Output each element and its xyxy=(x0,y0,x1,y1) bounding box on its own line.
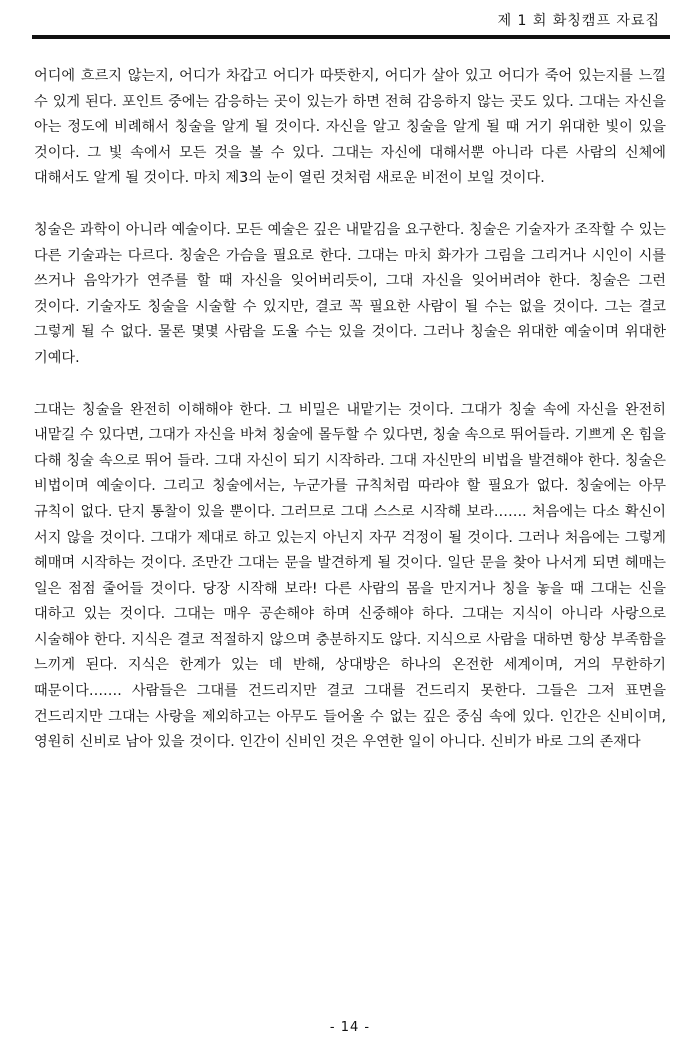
body-text xyxy=(34,64,666,782)
paragraph-3: 그대는 칭술을 완전히 이해해야 한다. 그 비밀은 내맡기는 것이다. 그대가 칭술 속에 자신을 완전히 내맡길 수 있다면, 그대가 자신을 바쳐 칭술에 몰두할 수 있다면, 칭술 속으로 뛰어들라. 기쁘게 온 힘을 다해 칭술 속으로 뛰어 들라. 그대 자신이 되기 시작하라. 그대 자신만의 비법을 발견해야 한다. 칭술은 비법이며 예술이다. 그리고 칭술에서는, 누군가를 규칙처럼 따라야 할 필요가 없다. 칭술에는 아무 규칙이 없다. 단지 통찰이 있을 뿐이다. 그러므로 그대 스스로 시작해 보라……. 처음에는 다소 확신이 서지 않을 것이다. 그대가 제대로 하고 있는지 아닌지 자꾸 걱정이 될 것이다. 그러나 처음에는 그렇게 헤매며 시작하는 것이다. 조만간 그대는 문을 발견하게 될 것이다. 일단 문을 찾아 나서게 되면 헤매는 일은 점점 줄어들 것이다. 당장 시작해 보라! 다른 사람의 몸을 만지거나 칭을 놓을 때 그대는 신을 대하고 있는 것이다. 그대는 매우 공손해야 하며 신중해야 하다. 그대는 지식이 아니라 사랑으로 시술해야 한다. 지식은 결코 적절하지 않으며 충분하지도 않다. 지식으로 사람을 대하면 항상 부족함을 느끼게 된다. 지식은 한계가 있는 데 반해, 상대방은 하나의 온전한 세계이며, 거의 무한하기 때문이다……. 사람들은 그대를 건드리지만 결코 그대를 건드리지 못한다. 그들은 그저 표면을 건드리지만 그대는 사랑을 제외하고는 아무도 들어올 수 없는 깊은 중심 속에 있다. 인간은 신비이며, 영원히 신비로 남아 있을 것이다. 인간이 신비인 것은 우연한 일이 아니다. 신비가 바로 그의 존재다 xyxy=(34,401,666,751)
page-number: - 14 - xyxy=(329,1020,371,1035)
paragraph-1: 어디에 흐르지 않는지, 어디가 차갑고 어디가 따뜻한지, 어디가 살아 있고 어디가 죽어 있는지를 느낄 수 있게 된다. 포인트 중에는 감응하는 곳이 있는가 하면 전혀 감응하지 않는 곳도 있다. 그대는 자신을 아는 정도에 비례해서 칭술을 알게 될 것이다. 자신을 알고 칭술을 알게 될 때 거기 위대한 빛이 있을 것이다. 그 빛 속에서 모든 것을 볼 수 있다. 그대는 자신에 대해서뿐 아니라 다른 사람의 신체에 대해서도 알게 될 것이다. 마치 제3의 눈이 열린 것처럼 새로운 비전이 보일 것이다. xyxy=(34,68,666,187)
paragraph-2: 칭술은 과학이 아니라 예술이다. 모든 예술은 깊은 내맡김을 요구한다. 칭술은 기술자가 조작할 수 있는 다른 기술과는 다르다. 칭술은 가슴을 필요로 한다. 그대는 마치 화가가 그림을 그리거나 시인이 시를 쓰거나 음악가가 연주를 할 때 자신을 잊어버리듯이, 그대 자신을 잊어버려야 한다. 칭술은 그런 것이다. 기술자도 칭술을 시술할 수 있지만, 결코 꼭 필요한 사람이 될 수는 없을 것이다. 그는 결코 그렇게 될 수 없다. 물론 몇몇 사람을 도울 수는 있을 것이다. 그러나 칭술은 위대한 예술이며 위대한 기예다. xyxy=(34,221,666,366)
header-title: 제 1 회 화칭캠프 자료집 xyxy=(497,13,660,29)
header-rule xyxy=(32,35,670,39)
